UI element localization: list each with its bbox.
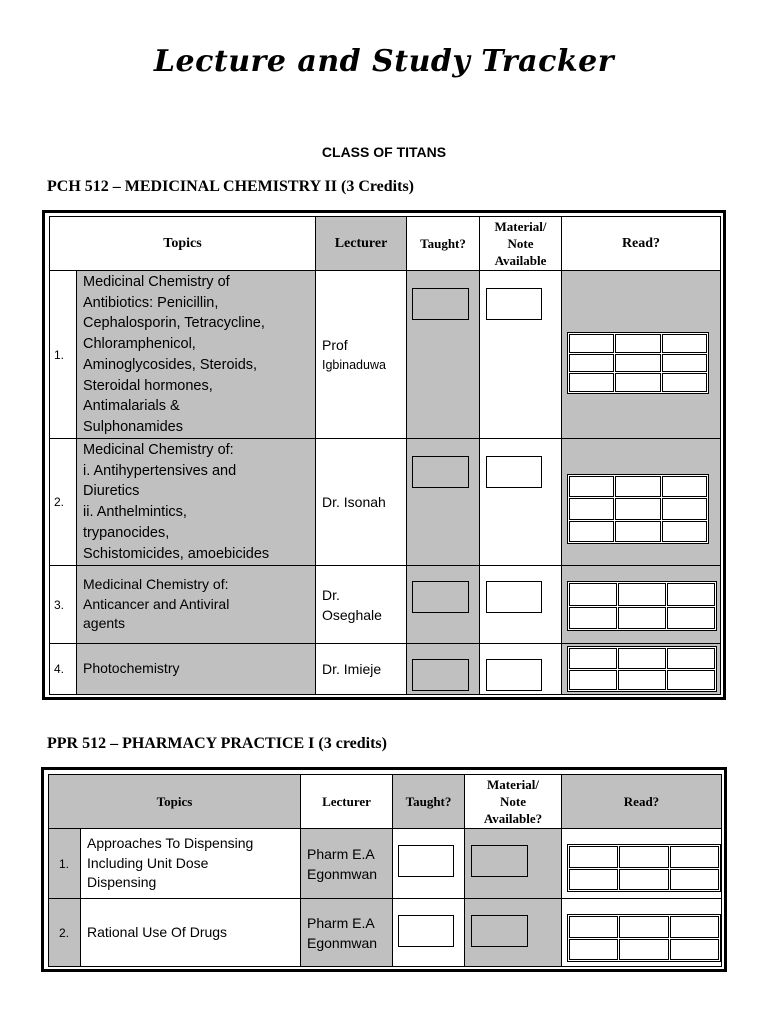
topic-cell: Photochemistry [76,643,316,695]
read-checkbox[interactable] [615,498,660,519]
read-checkbox[interactable] [569,373,614,392]
read-checkbox[interactable] [670,916,719,938]
read-checkbox[interactable] [569,648,617,669]
taught-cell [392,898,465,967]
read-checkbox[interactable] [619,869,668,891]
read-checkbox[interactable] [569,607,617,630]
topic-cell: Medicinal Chemistry of: Anticancer and Antiviral agents [76,565,316,644]
read-checkbox[interactable] [569,939,618,961]
taught-checkbox[interactable] [398,845,454,877]
lecturer-cell: Dr. Imieje [315,643,407,695]
read-checkbox[interactable] [670,846,719,868]
read-checkbox[interactable] [619,939,668,961]
read-checkbox[interactable] [662,354,707,373]
read-checkbox[interactable] [618,583,666,606]
read-checkbox[interactable] [618,670,666,691]
taught-checkbox[interactable] [398,915,454,947]
material-checkbox[interactable] [486,659,542,691]
read-checkbox[interactable] [569,521,614,542]
ppr512-table [41,767,727,972]
read-checkbox-grid[interactable] [567,844,721,892]
lecturer-cell [315,270,407,439]
read-checkbox[interactable] [662,373,707,392]
read-checkbox[interactable] [619,846,668,868]
read-checkbox[interactable] [569,916,618,938]
read-checkbox-grid[interactable] [567,646,717,692]
topic-cell: Medicinal Chemistry of Antibiotics: Penicillin, Cephalosporin, Tetracycline, Chloramphenicol, Aminoglycosides, Steroids, Steroidal hormones, Antimalarials & Sulphonamides [76,270,316,439]
material-cell [479,438,562,566]
read-checkbox[interactable] [667,583,715,606]
material-cell [479,565,562,644]
read-checkbox-grid[interactable] [567,332,709,394]
material-checkbox[interactable] [486,456,542,488]
taught-checkbox[interactable] [412,456,469,488]
header-taught: Taught? [392,774,465,829]
lecturer-cell: Dr. Isonah [315,438,407,566]
header-topics: Topics [49,216,316,271]
material-checkbox[interactable] [486,581,542,613]
read-checkbox[interactable] [569,334,614,353]
read-checkbox[interactable] [662,498,707,519]
header-lecturer: Lecturer [300,774,393,829]
lecturer-cell: Pharm E.A Egonmwan [300,828,393,899]
read-checkbox[interactable] [667,607,715,630]
header-material: Material/ Note Available? [464,774,562,829]
header-topics: Topics [48,774,301,829]
read-checkbox[interactable] [667,648,715,669]
taught-checkbox[interactable] [412,659,469,691]
topic-cell: Rational Use Of Drugs [80,898,301,967]
row-number: 2. [49,438,77,566]
class-name: CLASS OF TITANS [321,144,447,160]
material-checkbox[interactable] [486,288,542,320]
pch512-table [42,210,726,700]
read-cell [561,898,722,967]
section-heading-ppr512: PPR 512 – PHARMACY PRACTICE I (3 credits) [47,735,387,752]
read-checkbox[interactable] [670,939,719,961]
read-cell [561,270,721,439]
read-cell [561,565,721,644]
read-checkbox[interactable] [615,521,660,542]
read-checkbox[interactable] [662,334,707,353]
read-checkbox[interactable] [569,583,617,606]
read-checkbox[interactable] [569,869,618,891]
material-cell [479,270,562,439]
taught-cell [406,270,480,439]
read-checkbox[interactable] [569,498,614,519]
read-checkbox[interactable] [615,354,660,373]
row-number: 1. [48,828,81,899]
header-read: Read? [561,774,722,829]
read-checkbox[interactable] [569,476,614,497]
read-checkbox[interactable] [569,670,617,691]
read-cell [561,438,721,566]
read-checkbox[interactable] [618,648,666,669]
read-checkbox[interactable] [569,846,618,868]
read-checkbox[interactable] [569,354,614,373]
read-checkbox[interactable] [670,869,719,891]
row-number: 3. [49,565,77,644]
lecturer-cell: Dr. Oseghale [315,565,407,644]
taught-cell [406,643,480,695]
material-cell [464,828,562,899]
read-cell [561,828,722,899]
read-checkbox[interactable] [662,521,707,542]
read-checkbox[interactable] [615,373,660,392]
material-cell [479,643,562,695]
read-checkbox[interactable] [667,670,715,691]
read-checkbox[interactable] [618,607,666,630]
row-number: 2. [48,898,81,967]
lecturer-name: Igbinaduwa [322,357,386,372]
page-title: Lecture and Study Tracker [153,44,615,79]
header-read: Read? [561,216,721,271]
taught-cell [406,438,480,566]
taught-checkbox[interactable] [412,288,469,320]
material-checkbox[interactable] [471,845,528,877]
read-checkbox[interactable] [615,476,660,497]
row-number: 1. [49,270,77,439]
read-checkbox-grid[interactable] [567,474,709,544]
read-checkbox[interactable] [662,476,707,497]
taught-cell [392,828,465,899]
lecturer-title: Prof [322,336,348,353]
topic-cell: Medicinal Chemistry of: i. Antihypertensives and Diuretics ii. Anthelmintics, trypanocides, Schistomicides, amoebicides [76,438,316,566]
section-heading-pch512: PCH 512 – MEDICINAL CHEMISTRY II (3 Credits) [47,178,415,195]
lecturer-cell: Pharm E.A Egonmwan [300,898,393,967]
material-cell [464,898,562,967]
topic-cell: Approaches To Dispensing Including Unit Dose Dispensing [80,828,301,899]
read-cell [561,643,721,695]
read-checkbox-grid[interactable] [567,581,717,631]
read-checkbox[interactable] [615,334,660,353]
taught-checkbox[interactable] [412,581,469,613]
header-material: Material/ Note Available [479,216,562,271]
taught-cell [406,565,480,644]
material-checkbox[interactable] [471,915,528,947]
header-lecturer: Lecturer [315,216,407,271]
read-checkbox-grid[interactable] [567,914,721,962]
row-number: 4. [49,643,77,695]
read-checkbox[interactable] [619,916,668,938]
header-taught: Taught? [406,216,480,271]
